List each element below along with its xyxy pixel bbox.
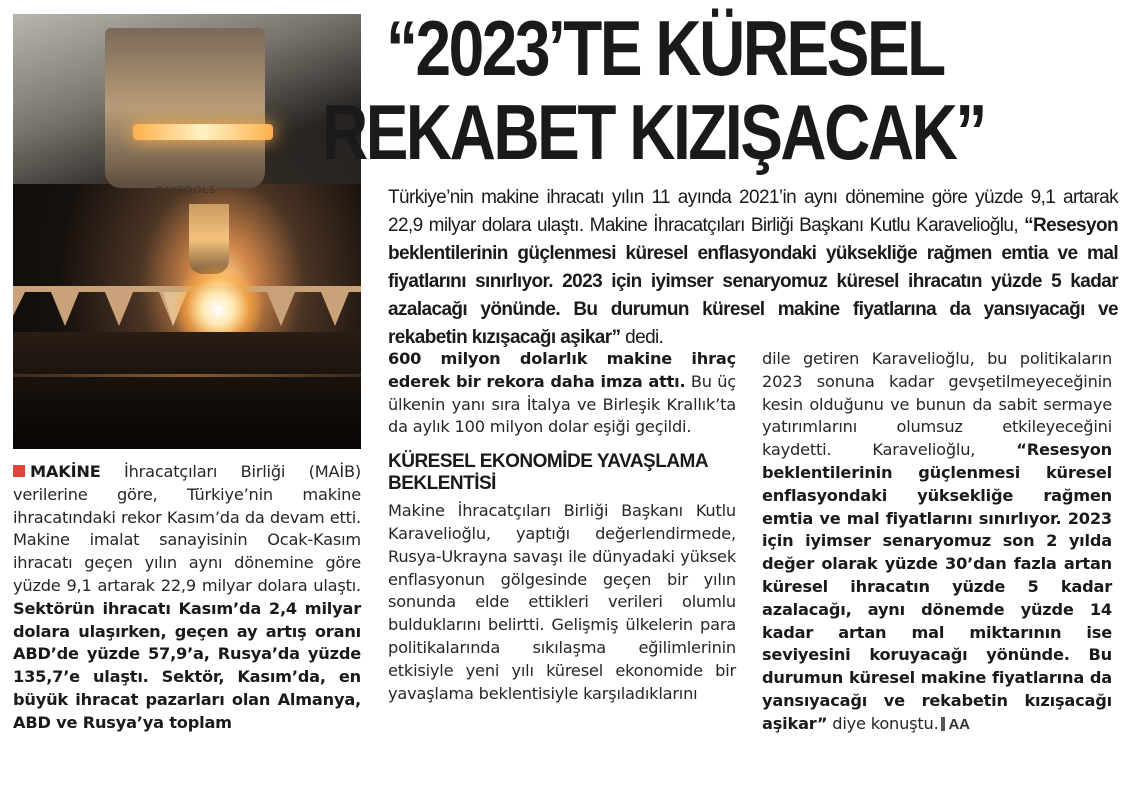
headline-line-1: “2023’TE KÜRESEL (385, 4, 944, 92)
col3-text: dile getiren Karavelioğlu, bu politikaların 2023 sonuna kadar gevşetilmeyeceğinin kesin olduğunu ve bunun da sabit sermaye yatırımlarını olumsuz etkileyeceğini kaydetti. Karavelioğlu, (762, 349, 1112, 460)
col2-text-2: Makine İhracatçıları Birliği Başkanı Kutlu Karavelioğlu, yaptığı değerlendirmede, Rusya-Ukrayna savaşı ile dünyadaki yüksek enflasyonun gölgesinde geçen bir yılın sonunda elde ettikleri verileri olumlu bulduklarını belirtti. Gelişmiş ülkelerin para politikalarında sıkılaşma eğilimlerinin etkisiyle yeni yılı küresel ekonomide bir yavaşlama beklentisiyle karşıladıklarını (388, 501, 736, 703)
kicker-square-icon (13, 465, 25, 477)
article-column-1 (13, 461, 361, 735)
headline (322, 6, 986, 174)
laser-brand-label: RAYTOOLS (155, 185, 217, 196)
col1-text: İhracatçıları Birliği (MAİB) verilerine göre, Türkiye’nin makine ihracatındaki rekor Kasım’da da devam etti. Makine imalat sanayisinin Ocak-Kasım ihracatı geçen yılın aynı dönemine göre yüzde 9,1 artarak 22,9 milyar dolara ulaştı. (13, 462, 361, 595)
col3-text-2: diye konuştu. (827, 713, 939, 733)
lead-paragraph (388, 184, 1118, 352)
kicker-word: MAKİNE (30, 462, 101, 481)
lead-quote: “Resesyon beklentilerinin güçlenmesi küresel enflasyondaki yüksekliğe rağmen emtia ve mal fiyatlarını sınırlıyor. 2023 için iyimser senaryomuz küresel ihracatın yüzde 5 kadar azalacağı yönünde. Bu durumun küresel makine fiyatlarına da yansıyacağı ve rekabetin kızışacağı aşikar” (388, 215, 1118, 348)
headline-line-2: REKABET KIZIŞACAK” (322, 88, 985, 176)
laser-head (105, 28, 265, 188)
metal-plate-edge (13, 374, 361, 377)
laser-cutting-photo (13, 14, 361, 449)
col2-text: Bu üç ülkenin yanı sıra İtalya ve Birleşik Krallık’ta da aylık 100 milyon dolar eşiği geçildi. (388, 371, 737, 437)
subheading: KÜRESEL EKONOMİDE YAVAŞLAMA BEKLENTİSİ (388, 451, 708, 495)
metal-plate (13, 332, 361, 449)
article-column-3 (762, 348, 1112, 737)
article-column-2 (388, 348, 736, 705)
lead-text: Türkiye’nin makine ihracatı yılın 11 ayında 2021’in aynı dönemine göre yüzde 9,1 artarak 22,9 milyar dolara ulaştı. Makine İhracatçıları Birliği Başkanı Kutlu Karavelioğlu, (388, 187, 1118, 236)
col1-bold-text: Sektörün ihracatı Kasım’da 2,4 milyar dolara ulaşırken, geçen ay artış oranı ABD’de yüzde 57,9’a, Rusya’da yüzde 135,7’e ulaştı. Sektör, Kasım’da, en büyük ihracat pazarları olan Almanya, ABD ve Rusya’ya toplam (13, 598, 361, 732)
agency-signature: AA (948, 715, 970, 733)
lead-end: dedi. (620, 327, 664, 348)
agency-mark-icon (941, 717, 945, 731)
col2-bold-text: 600 milyon dolarlık makine ihraç ederek bir rekora daha imza attı. (388, 349, 736, 391)
laser-glow-band (133, 124, 273, 140)
col3-bold-quote: “Resesyon beklentilerinin güçlenmesi küresel enflasyondaki yüksekliğe rağmen emtia ve mal fiyatlarını sınırlıyor. 2023 için iyimser senaryomuz son 2 yılda değer olarak yüzde 30’dan fazla artan küresel ihracatın yüzde 5 kadar azalacağı, aynı dönemde yüzde 14 kadar artan mal miktarının ise seviyesini koruyacağı yönünde. Bu durumun küresel makine fiyatlarına da yansıyacağı ve rekabetin kızışacağı aşikar” (762, 440, 1112, 733)
